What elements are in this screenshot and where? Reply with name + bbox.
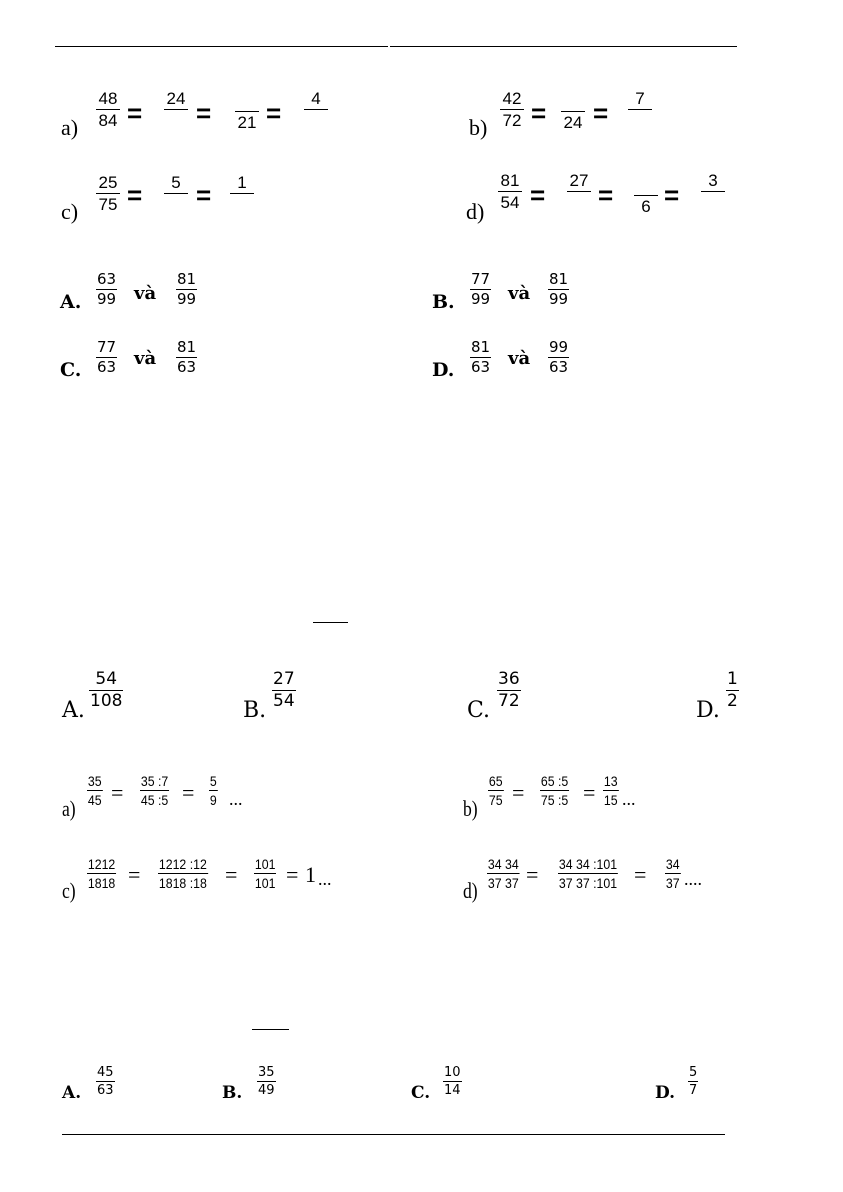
ex4-b-frac-3: 13 15 [603, 773, 618, 808]
ex2-option-c-frac-1: 77 63 [97, 338, 117, 376]
ex1-b-label: b) [469, 115, 488, 140]
ex4-d-eq-2: = [634, 862, 647, 887]
ex3-option-d-frac: 1 2 [727, 669, 738, 711]
ex2-option-c-conj: và [134, 348, 157, 369]
ex1-b-frac-3: 7 [628, 90, 652, 129]
ex4-a-ellipsis: ... [229, 789, 243, 809]
ex4-b-label: b) [463, 796, 478, 821]
ex5-option-d-frac: 5 7 [689, 1065, 698, 1098]
ex1-c-eq-2: = [196, 180, 212, 210]
ex1-b-frac-1: 42 72 [500, 90, 524, 129]
ex1-d-eq-2: = [598, 180, 614, 210]
ex4-c-label: c) [62, 878, 76, 903]
header-rule-left [55, 46, 388, 47]
ex2-option-a-frac-2: 81 99 [177, 270, 197, 308]
ex1-a-frac-3: 21 [235, 92, 259, 131]
ex4-a-eq-2: = [182, 780, 195, 805]
ex4-a-frac-2: 35 :7 45 :5 [140, 773, 169, 808]
ex4-c-frac-1: 1212 1818 [87, 856, 116, 891]
ex1-c-eq-1: = [127, 180, 143, 210]
ex4-d-frac-2: 34 34 :101 37 37 :101 [558, 856, 618, 891]
ex3-option-c-label: C. [467, 698, 491, 723]
ex4-b-frac-2: 65 :5 75 :5 [540, 773, 569, 808]
ex2-option-a-conj: và [134, 283, 157, 304]
ex1-d-frac-3: 6 [634, 176, 658, 215]
ex4-a-label: a) [62, 796, 76, 821]
header-rule-right [390, 46, 737, 47]
ex4-d-label: d) [463, 878, 478, 903]
ex1-a-frac-1: 48 84 [96, 90, 120, 129]
ex1-b-eq-1: = [531, 98, 547, 128]
ex4-a-eq-1: = [111, 780, 124, 805]
ex4-c-eq-1: = [128, 862, 141, 887]
ex2-option-d-frac-2: 99 63 [549, 338, 569, 376]
footer-rule [62, 1134, 725, 1135]
stray-fraction-bar [313, 622, 348, 623]
ex1-a-frac-4: 4 [304, 90, 328, 129]
ex1-c-frac-3: 1 [230, 174, 254, 213]
ex1-a-eq-3: = [266, 98, 282, 128]
ex1-d-label: d) [466, 199, 485, 224]
ex1-a-eq-1: = [127, 98, 143, 128]
ex1-c-frac-1: 25 75 [96, 174, 120, 213]
ex4-c-eq-2: = [225, 862, 238, 887]
ex4-c-ellipsis: ... [318, 869, 332, 889]
ex4-d-eq-1: = [526, 862, 539, 887]
ex3-option-c-frac: 36 72 [498, 669, 520, 711]
ex4-d-frac-3: 34 37 [665, 856, 680, 891]
ex1-d-eq-1: = [530, 180, 546, 210]
ex1-d-frac-2: 27 [567, 172, 591, 211]
ex2-option-b-frac-1: 77 99 [471, 270, 491, 308]
ex2-option-d-frac-1: 81 63 [471, 338, 491, 376]
ex4-b-eq-1: = [512, 780, 525, 805]
ex5-option-c-frac: 10 14 [444, 1065, 461, 1098]
ex4-d-ellipsis: .... [684, 869, 702, 889]
ex3-option-a-frac: 54 108 [90, 669, 123, 711]
ex1-a-eq-2: = [196, 98, 212, 128]
stray-fraction-bar-2 [252, 1029, 289, 1030]
ex2-option-b-frac-2: 81 99 [549, 270, 569, 308]
ex2-option-c-frac-2: 81 63 [177, 338, 197, 376]
ex4-c-frac-2: 1212 :12 1818 :18 [158, 856, 207, 891]
ex4-d-frac-1: 34 34 37 37 [487, 856, 519, 891]
ex1-d-frac-1: 81 54 [498, 172, 522, 211]
ex1-d-frac-4: 3 [701, 172, 725, 211]
ex2-option-c-label: C. [60, 359, 82, 381]
ex5-option-b-frac: 35 49 [258, 1065, 275, 1098]
ex4-c-result: 1 [305, 862, 316, 887]
ex2-option-d-label: D. [432, 359, 455, 381]
ex4-c-eq-3: = [286, 862, 299, 887]
ex4-b-eq-2: = [583, 780, 596, 805]
ex5-option-b-label: B. [222, 1083, 243, 1103]
ex4-b-frac-1: 65 75 [488, 773, 503, 808]
ex1-a-label: a) [61, 115, 79, 140]
ex3-option-a-label: A. [62, 698, 85, 723]
ex1-b-eq-2: = [593, 98, 609, 128]
ex5-option-a-label: A. [62, 1083, 82, 1103]
ex4-a-frac-1: 35 45 [87, 773, 102, 808]
ex2-option-b-conj: và [508, 283, 531, 304]
ex1-d-eq-3: = [664, 180, 680, 210]
ex2-option-a-frac-1: 63 99 [97, 270, 117, 308]
ex4-a-frac-3: 5 9 [209, 773, 217, 808]
ex3-option-b-label: B. [243, 698, 267, 723]
ex1-a-frac-2: 24 [164, 90, 188, 129]
ex3-option-d-label: D. [696, 698, 720, 723]
ex3-option-b-frac: 27 54 [273, 669, 295, 711]
ex1-b-frac-2: 24 [561, 92, 585, 131]
ex4-c-frac-3: 101 101 [254, 856, 276, 891]
ex2-option-b-label: B. [432, 291, 455, 313]
ex5-option-d-label: D. [655, 1083, 676, 1103]
ex2-option-d-conj: và [508, 348, 531, 369]
ex2-option-a-label: A. [60, 291, 82, 313]
ex1-c-label: c) [61, 199, 79, 224]
ex5-option-c-label: C. [411, 1083, 431, 1103]
ex4-b-ellipsis: ... [622, 789, 636, 809]
ex5-option-a-frac: 45 63 [97, 1065, 114, 1098]
ex1-c-frac-2: 5 [164, 174, 188, 213]
